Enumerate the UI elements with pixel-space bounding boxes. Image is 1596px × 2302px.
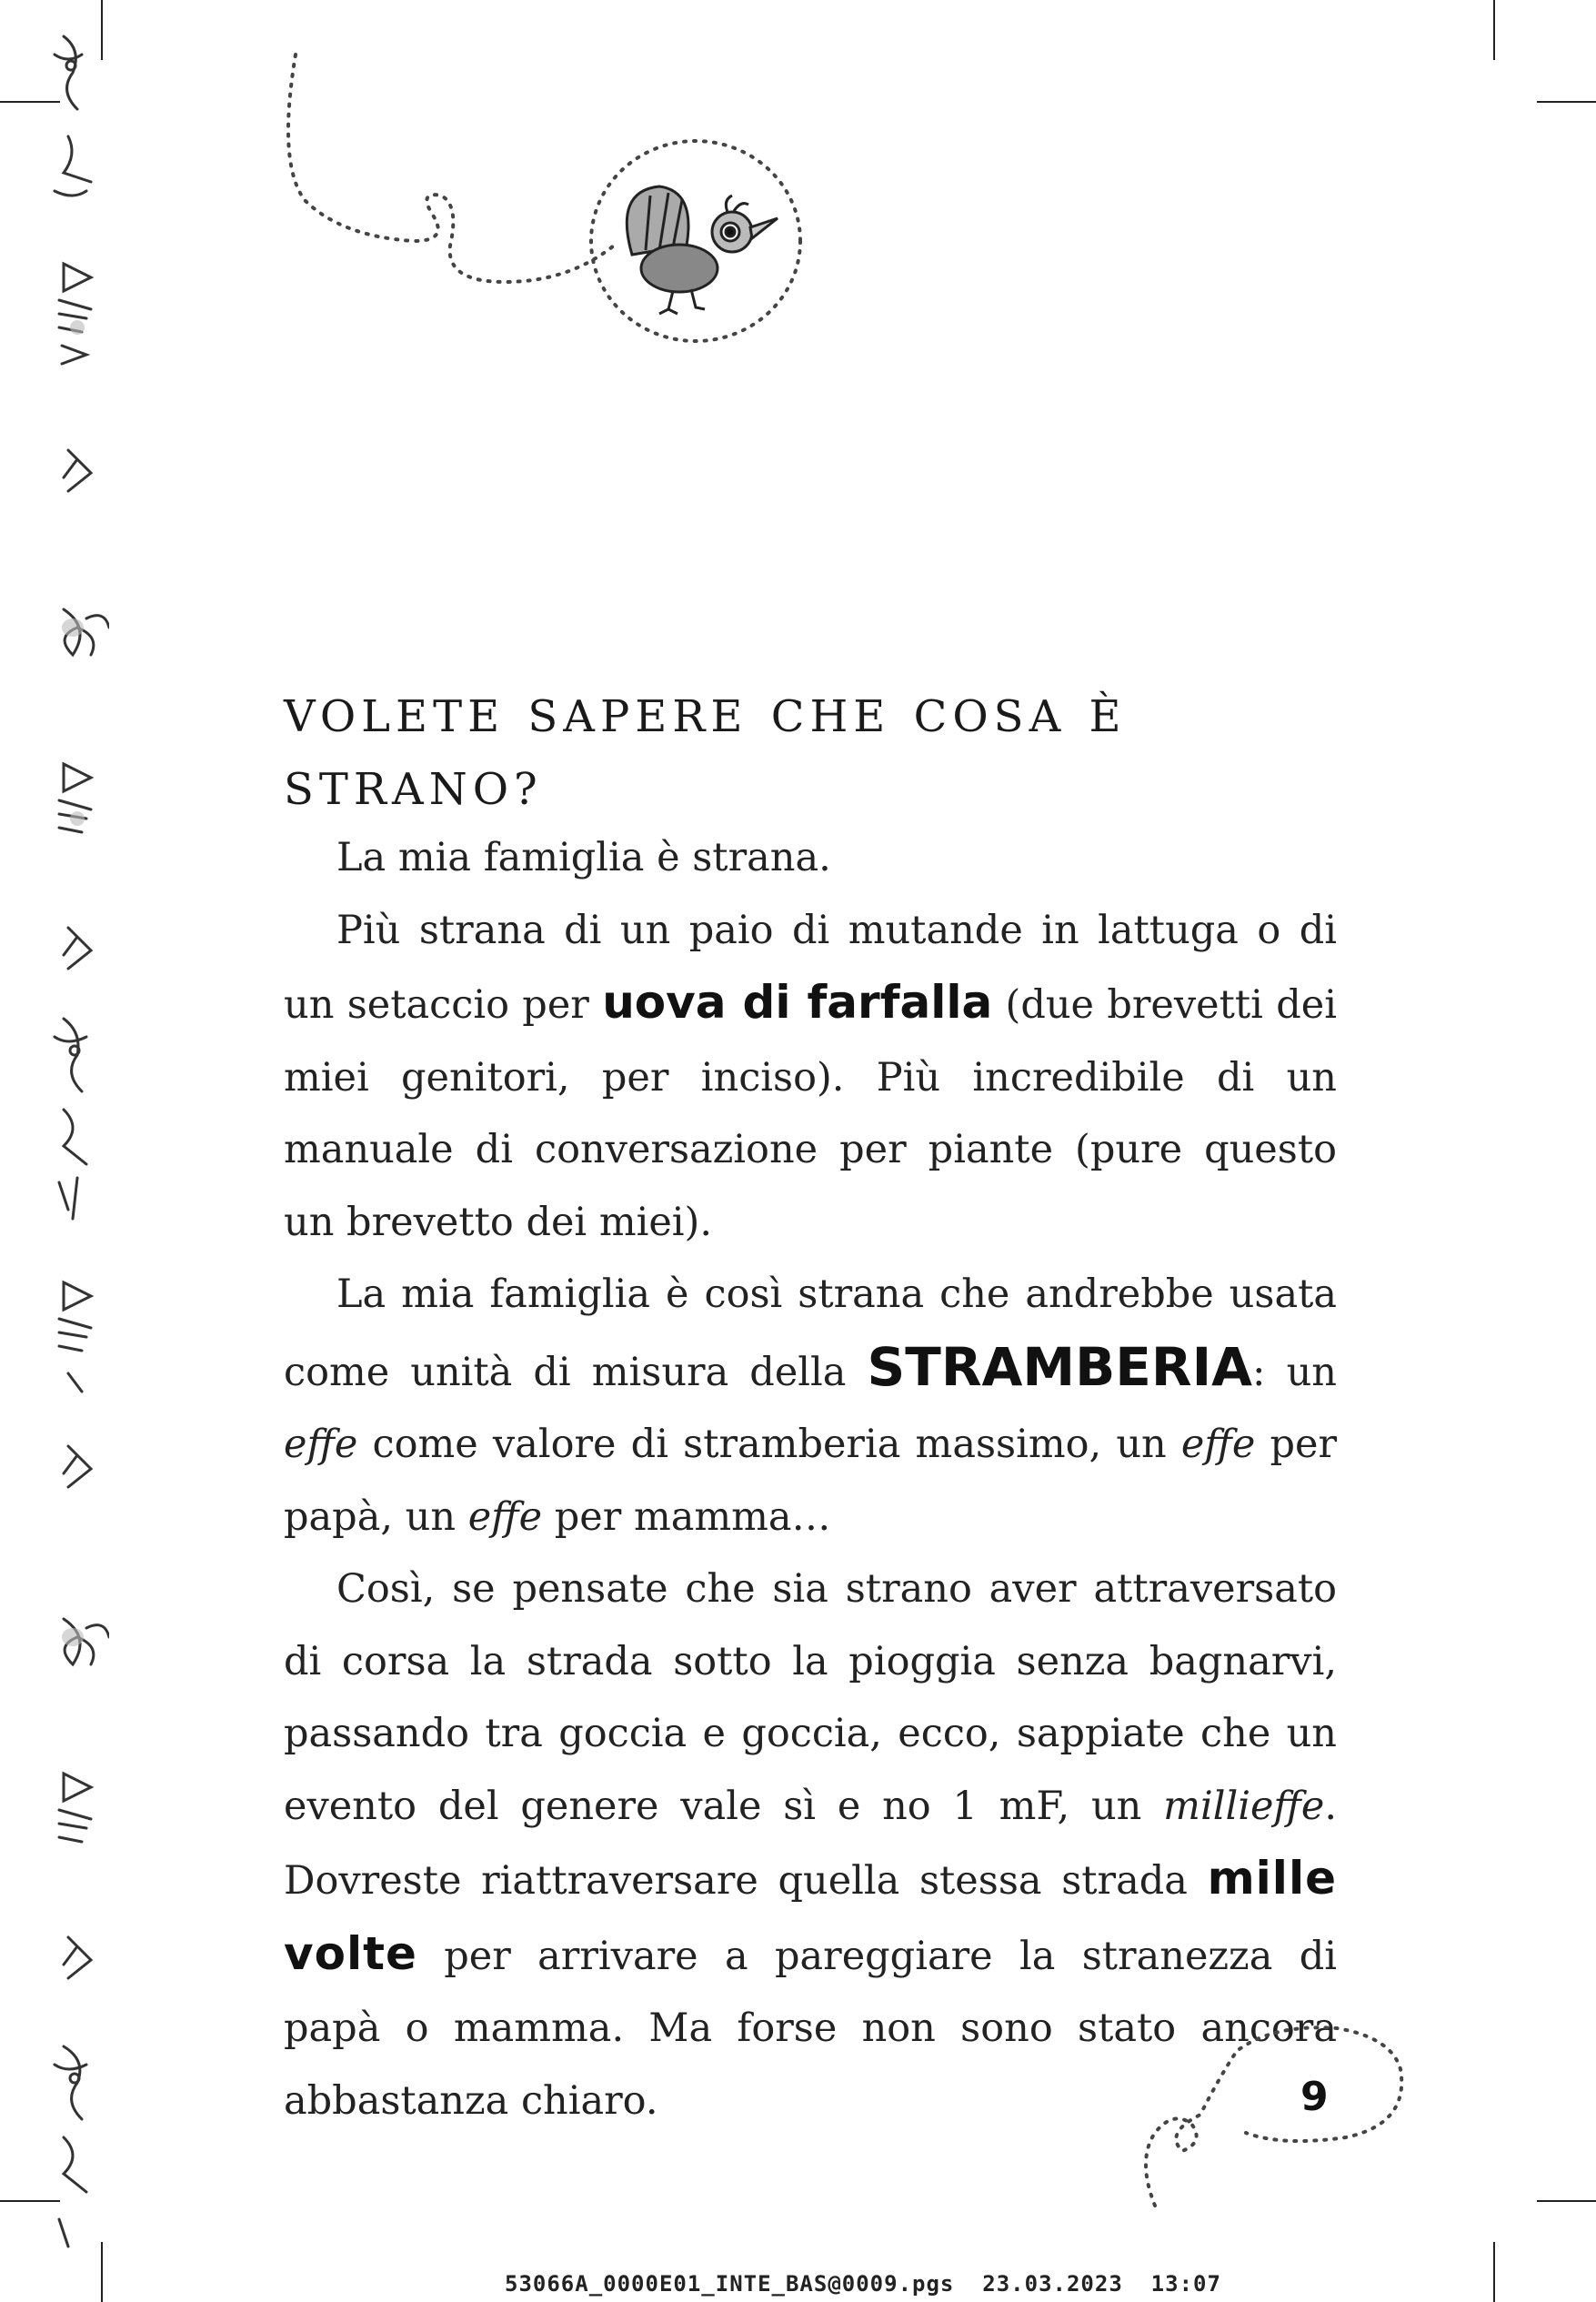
crop-mark-bottom-right-vertical [1493, 2242, 1495, 2302]
paragraph-3-text-a: La mia famiglia è così strana che andrebbe usata come unità di misura della [284, 1272, 1337, 1395]
section-heading: VOLETE SAPERE CHE COSA È STRANO? [284, 691, 1127, 815]
chapter-text [284, 680, 1337, 2137]
italic-millieffe: millieffe [1163, 1783, 1325, 1829]
crop-mark-top-right-horizontal [1537, 101, 1596, 103]
paragraph-3 [284, 1259, 1337, 1553]
dotted-swirl-icon [1119, 2024, 1419, 2215]
crop-mark-top-right-vertical [1493, 0, 1495, 60]
italic-effe-3: effe [467, 1493, 543, 1540]
bird-icon [268, 36, 850, 364]
paragraph-4-text-a: Così, se pensate che sia strano aver attraversato di corsa la strada sotto la pioggia senza bagnarvi, passando tra goccia e goccia, ecco, sappiate che un evento del genere vale sì e no 1 mF, un [284, 1566, 1337, 1829]
paragraph-3-text-e: per mamma… [542, 1493, 831, 1540]
paragraph-2-text-a: Più strana di un paio di mutande in lattuga o di un setaccio per [284, 907, 1337, 1028]
fancy-text-mille-volte: mille volte [284, 1852, 1337, 1980]
paragraph-2-text-b: (due brevetti dei miei genitori, per inciso). Più incredibile di un manuale di conversazione per piante (pure questo un brevetto dei miei). [284, 982, 1337, 1245]
italic-effe-1: effe [284, 1422, 358, 1467]
paragraph-3-text-d: per papà, un [284, 1422, 1338, 1540]
crop-mark-bottom-right-horizontal [1537, 2200, 1596, 2202]
fancy-text-stramberia: STRAMBERIA [867, 1335, 1253, 1398]
paragraph-1: La mia famiglia è strana. [336, 835, 831, 880]
paragraph-3-text-b: : un [1252, 1349, 1337, 1395]
paragraph-4-text-c: per arrivare a pareggiare la stranezza di papà o mamma. Ma forse non sono stato ancora abbastanza chiaro. [284, 1933, 1337, 2124]
page-number: 9 [1300, 2074, 1329, 2120]
paragraph-4-text-b: . Dovreste riattraversare quella stessa strada [284, 1783, 1337, 1904]
fancy-text-uova-di-farfalla: uova di farfalla [602, 976, 993, 1029]
paragraph-3-text-c: come valore di stramberia massimo, un [357, 1422, 1181, 1467]
paragraph-2 [284, 895, 1337, 1260]
doodle-strip-icon [36, 0, 109, 2302]
printer-slug: 53066A_0000E01_INTE_BAS@0009.pgs 23.03.2023 13:07 [505, 2271, 1221, 2297]
italic-effe-2: effe [1180, 1422, 1256, 1467]
